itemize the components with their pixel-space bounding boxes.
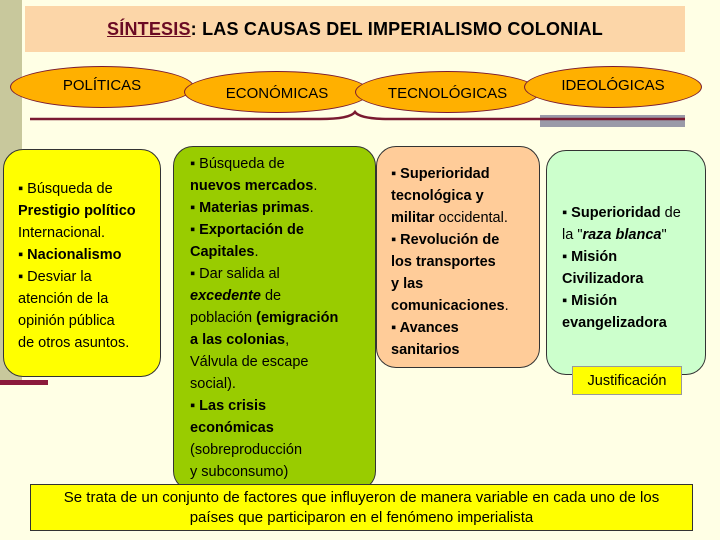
eco-line4: [190, 219, 367, 241]
pol-line6: atención de la: [18, 291, 109, 307]
tec-line9-text: sanitarios: [391, 342, 460, 358]
tec-line6-text: y las: [391, 276, 424, 292]
pol-line2-text: Prestigio político: [18, 203, 136, 219]
eco-line2-text: nuevos mercados: [190, 178, 314, 194]
ide-line1: [562, 202, 697, 224]
card-tecnologicas: [376, 146, 540, 368]
eco-line14: (sobreproducción: [190, 442, 303, 458]
tec-line4: [391, 229, 531, 251]
eco-line8-bold: (emigración: [256, 310, 339, 326]
eco-line7-rest: de: [260, 288, 282, 304]
pol-line7: opinión pública: [18, 313, 115, 329]
justificacion-label: Justificación: [572, 366, 682, 395]
card-politicas: [3, 149, 161, 377]
eco-line4-text: ▪ Exportación de: [190, 222, 304, 238]
pol-line4-text: ▪ Nacionalismo: [18, 247, 122, 263]
eco-line10: Válvula de escape: [190, 354, 309, 370]
tec-line7: comunicaciones.: [391, 298, 509, 314]
ide-line2-pre: la ": [562, 227, 583, 243]
eco-line1: ▪ Búsqueda de: [190, 156, 285, 172]
card-economicas: [173, 146, 376, 491]
tec-line8-text: ▪ Avances: [391, 320, 459, 336]
ide-line2-italic: raza blanca: [582, 227, 662, 243]
ide-line3: [562, 246, 697, 268]
ide-line3-text: ▪ Misión: [562, 249, 618, 265]
tec-line7-text: comunicaciones: [391, 298, 505, 314]
pol-line1: ▪ Búsqueda de: [18, 181, 113, 197]
category-economicas-label: ECONÓMICAS: [225, 84, 329, 102]
eco-line12: [190, 395, 367, 417]
eco-line5: Capitales.: [190, 244, 259, 260]
ide-line6: [562, 312, 697, 334]
pol-line4: [18, 244, 152, 266]
ide-line2: [562, 224, 697, 246]
tec-line3-rest: occidental.: [434, 210, 508, 226]
eco-line3-text: ▪ Materias primas: [190, 200, 310, 216]
tec-line5: [391, 251, 531, 273]
title-rest: : LAS CAUSAS DEL IMPERIALISMO COLONIAL: [190, 18, 603, 39]
tec-line8: [391, 317, 531, 339]
pol-line3: Internacional.: [18, 225, 106, 241]
pol-line5: ▪ Desviar la: [18, 269, 92, 285]
ide-line5-text: ▪ Misión: [562, 293, 618, 309]
tec-line9: [391, 339, 531, 361]
eco-line13: [190, 417, 367, 439]
tec-line3: [391, 207, 531, 229]
eco-line9-text: a las colonias: [190, 332, 286, 348]
brace-connector: [0, 0, 720, 140]
eco-line9: a las colonias,: [190, 332, 290, 348]
eco-line12-text: ▪ Las crisis: [190, 398, 267, 414]
eco-line2: nuevos mercados.: [190, 178, 318, 194]
eco-line5-text: Capitales: [190, 244, 255, 260]
eco-line15: y subconsumo): [190, 464, 289, 480]
tec-line2: [391, 185, 531, 207]
category-tecnologicas-label: TECNOLÓGICAS: [387, 84, 508, 102]
eco-line6: ▪ Dar salida al: [190, 266, 280, 282]
ide-line5: [562, 290, 697, 312]
tec-line4-text: ▪ Revolución de: [391, 232, 500, 248]
eco-line13-text: económicas: [190, 420, 274, 436]
title-underlined: SÍNTESIS: [107, 18, 191, 39]
pol-line2: [18, 200, 152, 222]
tec-line2-text: tecnológica y: [391, 188, 484, 204]
ide-line4: [562, 268, 697, 290]
ide-line2-post: ": [661, 227, 667, 243]
category-politicas-label: POLÍTICAS: [62, 76, 142, 94]
footer-note: Se trata de un conjunto de factores que influyeron de manera variable en cada uno de los países que participaron en el fenómeno imperialista: [30, 484, 693, 531]
eco-line7: [190, 285, 367, 307]
eco-line7-italic: excedente: [190, 288, 261, 304]
tec-line6: [391, 273, 531, 295]
tec-line1: [391, 163, 531, 185]
eco-line11: social).: [190, 376, 236, 392]
eco-line8: [190, 307, 367, 329]
ide-line4-text: Civilizadora: [562, 271, 644, 287]
eco-line8-pre: población: [190, 310, 257, 326]
tec-line1-text: ▪ Superioridad: [391, 166, 490, 182]
tec-line5-text: los transportes: [391, 254, 496, 270]
ide-line1-rest: de: [660, 205, 681, 221]
card-ideologicas: [546, 150, 706, 375]
pol-line8: de otros asuntos.: [18, 335, 130, 351]
ide-line6-text: evangelizadora: [562, 315, 667, 331]
category-ideologicas-label: IDEOLÓGICAS: [561, 76, 665, 94]
eco-line3: ▪ Materias primas.: [190, 200, 314, 216]
left-decor-line: [0, 380, 48, 385]
tec-line3-bold: militar: [391, 210, 435, 226]
ide-line1-bold: ▪ Superioridad: [562, 205, 661, 221]
